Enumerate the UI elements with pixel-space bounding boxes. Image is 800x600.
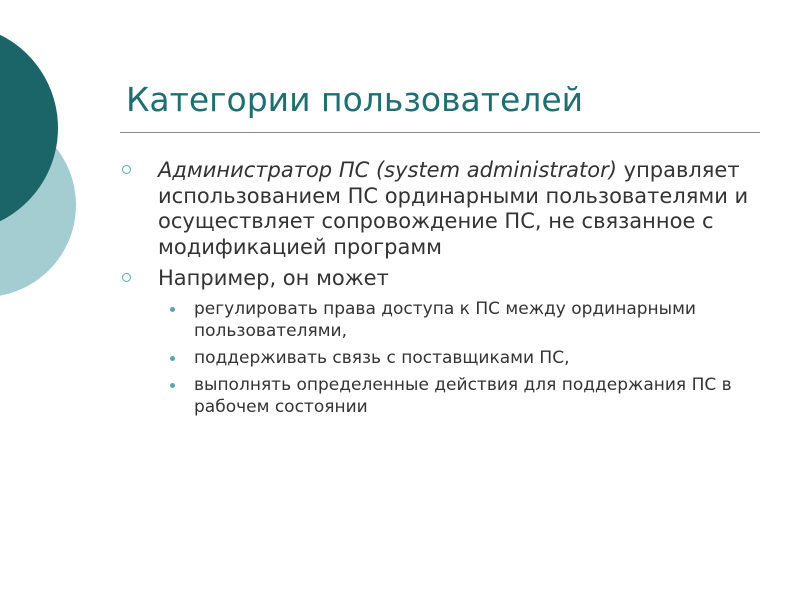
decorative-circles bbox=[0, 0, 120, 330]
sub-bullet-text: регулировать права доступа к ПС между ординарными пользователями, bbox=[194, 298, 696, 341]
dot-bullet-icon bbox=[170, 356, 175, 361]
sub-bullet-text: поддерживать связь с поставщиками ПС, bbox=[194, 347, 570, 368]
sub-bullet-text: выполнять определенные действия для поддержания ПС в рабочем состоянии bbox=[194, 374, 732, 417]
sub-bullet-item bbox=[118, 347, 768, 369]
bullet-text: управляет использованием ПС ординарными пользователями и осуществляет сопровождение ПС, не связанное с модификацией программ bbox=[158, 158, 749, 259]
bullet-item-example bbox=[118, 266, 768, 292]
hollow-circle-bullet-icon bbox=[122, 165, 131, 174]
sub-bullet-item bbox=[118, 298, 768, 342]
bullet-italic-text: Администратор ПС (system administrator) bbox=[158, 158, 617, 182]
bullet-text: Например, он может bbox=[158, 266, 389, 290]
bullet-item-administrator bbox=[118, 158, 768, 260]
dot-bullet-icon bbox=[170, 307, 175, 312]
title-divider bbox=[120, 132, 760, 133]
slide-title: Категории пользователей bbox=[126, 80, 584, 119]
sub-bullet-item bbox=[118, 374, 768, 418]
hollow-circle-bullet-icon bbox=[122, 273, 131, 282]
dot-bullet-icon bbox=[170, 383, 175, 388]
slide-content bbox=[118, 158, 768, 423]
